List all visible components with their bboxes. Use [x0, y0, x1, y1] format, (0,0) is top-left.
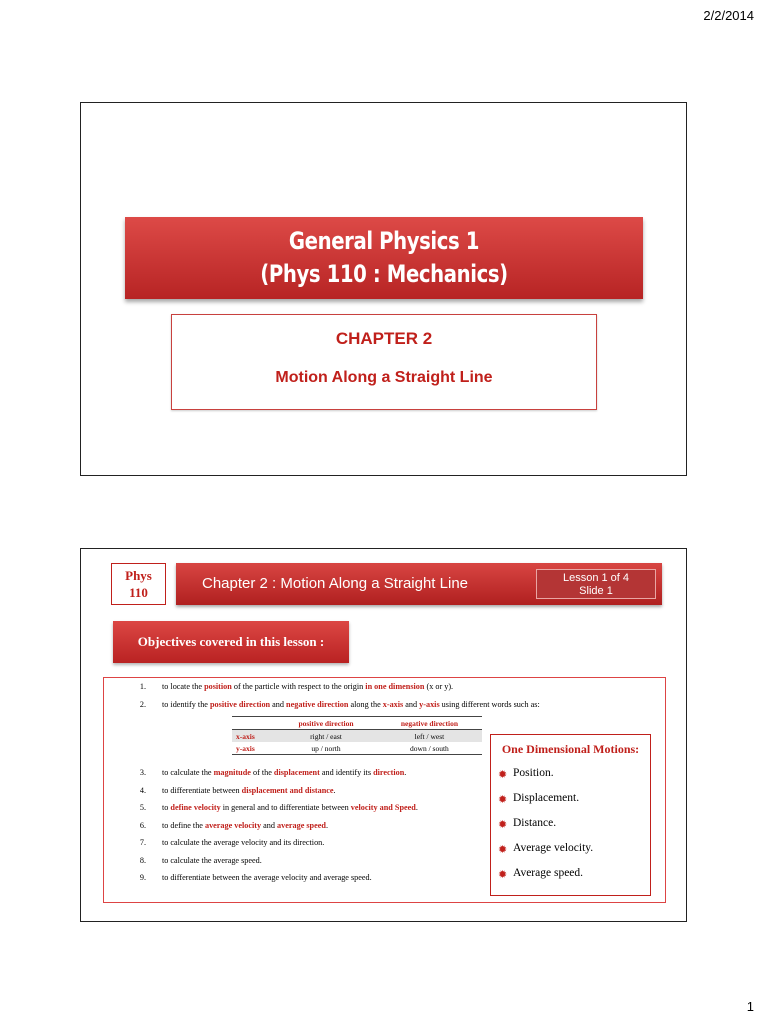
lesson-number: Lesson 1 of 4: [562, 572, 630, 584]
direction-table: [232, 716, 482, 755]
objective-number: 4.: [139, 786, 146, 795]
table-row: [232, 742, 482, 755]
page-date: 2/2/2014: [703, 8, 754, 23]
motions-title: One Dimensional Motions:: [501, 742, 640, 756]
objective-text: to differentiate between the average velocity and average speed.: [162, 873, 372, 882]
star-bullet-icon: ✹: [498, 769, 508, 781]
page-number: 1: [746, 999, 754, 1014]
objective-number: 5.: [139, 803, 146, 812]
chapter-number: CHAPTER 2: [335, 329, 433, 348]
objective-text: to calculate the average speed.: [162, 856, 262, 865]
motion-item: [498, 817, 557, 831]
slide-header-banner: [176, 563, 662, 605]
table-cell: down / south: [377, 742, 482, 755]
motion-label: Average velocity.: [513, 842, 594, 854]
star-bullet-icon: ✹: [498, 794, 508, 806]
motion-label: Average speed.: [513, 867, 584, 879]
chapter-title: Motion Along a Straight Line: [275, 369, 493, 386]
motion-item: [498, 867, 584, 881]
table-cell: y-axis: [232, 742, 275, 755]
objective-number: 1.: [139, 682, 146, 691]
objective-text: to calculate the magnitude of the displacement and identify its direction.: [162, 768, 407, 777]
motion-label: Distance.: [513, 817, 557, 829]
objective-number: 9.: [139, 873, 146, 882]
course-badge-line2: 110: [129, 585, 148, 600]
table-cell: x-axis: [232, 730, 275, 743]
slide-number: Slide 1: [579, 585, 613, 597]
motions-box: [490, 734, 651, 896]
objective-number: 8.: [139, 856, 146, 865]
objective-number: 3.: [139, 768, 146, 777]
star-bullet-icon: ✹: [498, 869, 508, 881]
objective-number: 7.: [139, 838, 146, 847]
lesson-indicator: [536, 569, 656, 599]
slide-header-title: Chapter 2 : Motion Along a Straight Line: [202, 575, 469, 592]
course-title-banner: [125, 217, 643, 299]
motion-label: Position.: [513, 767, 554, 779]
course-badge-line1: Phys: [125, 568, 152, 583]
objective-number: 2.: [139, 700, 146, 709]
table-header-blank: [232, 717, 275, 730]
table-cell: left / west: [377, 730, 482, 743]
table-cell: up / north: [275, 742, 377, 755]
table-cell: right / east: [275, 730, 377, 743]
table-row: [232, 730, 482, 743]
star-bullet-icon: ✹: [498, 819, 508, 831]
table-header-positive: positive direction: [275, 717, 377, 730]
objective-text: to define velocity in general and to differentiate between velocity and Speed.: [162, 803, 418, 812]
objectives-slide: [80, 548, 687, 922]
course-code: (Phys 110 : Mechanics): [260, 260, 508, 288]
objective-text: to calculate the average velocity and its direction.: [162, 838, 325, 847]
objective-number: 6.: [139, 821, 146, 830]
objective-text: to locate the position of the particle with respect to the origin in one dimension (x or y).: [162, 682, 454, 691]
title-slide: [80, 102, 687, 476]
motion-item: [498, 767, 554, 781]
motion-item: [498, 792, 580, 806]
objectives-heading: Objectives covered in this lesson :: [113, 621, 349, 663]
course-badge: [111, 563, 166, 605]
table-header-negative: negative direction: [377, 717, 482, 730]
star-bullet-icon: ✹: [498, 844, 508, 856]
motion-item: [498, 842, 594, 856]
objectives-content: [103, 677, 666, 903]
objective-text: to identify the positive direction and negative direction along the x-axis and y-axis using different words such as:: [162, 700, 540, 709]
motion-label: Displacement.: [513, 792, 580, 804]
objective-text: to differentiate between displacement and distance.: [162, 786, 336, 795]
objective-text: to define the average velocity and average speed.: [162, 821, 328, 830]
chapter-box: [171, 314, 597, 410]
course-title: General Physics 1: [288, 227, 480, 255]
